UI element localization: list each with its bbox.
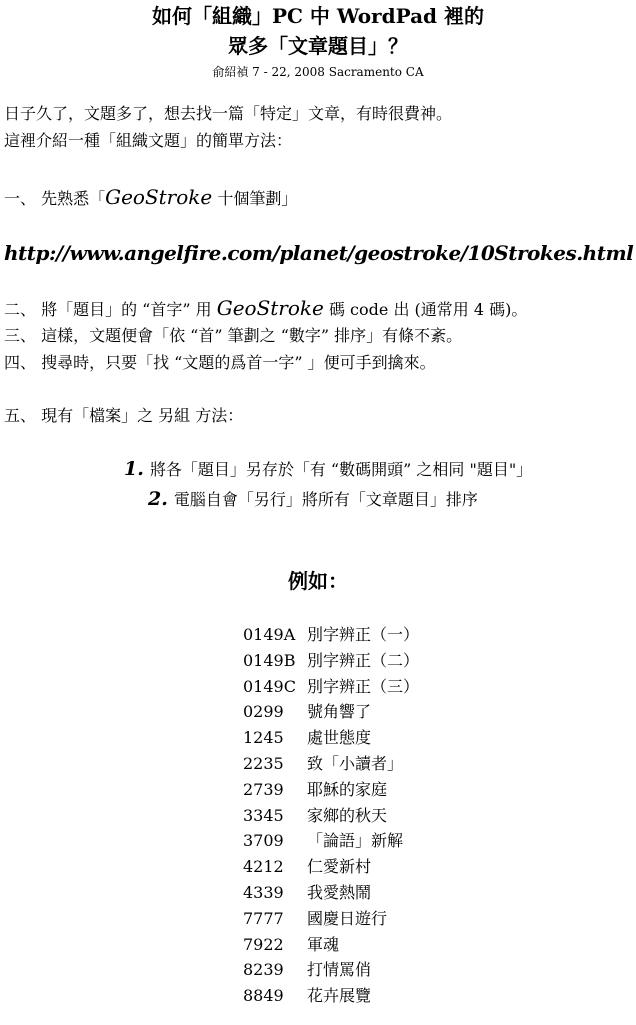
example-code: 7777 [243,908,284,928]
example-code: 8849 [243,986,284,1006]
example-title: 國慶日遊行 [307,908,388,928]
substep-1 [124,460,532,479]
intro-line-2: 這裡介紹一種「組織文題」的簡單方法： [4,131,293,150]
substep-1-text: 將各「題目」另存於「有 “數碼開頭” 之相同 "題目"」 [149,460,533,479]
example-list [243,627,419,1014]
list-item [243,882,419,911]
step-2-suffix: 碼 code 出 (通常用 4 碼)。 [323,300,528,319]
step-3: 三、 這樣，文題便會「依 “首” 筆劃之 “數字” 排序」有條不紊。 [4,326,463,345]
example-title: 仁愛新村 [307,857,372,877]
example-title: 我愛熱鬧 [307,882,372,902]
list-item [243,627,419,653]
step-2-brand: GeoStroke [216,296,324,320]
intro-line-1: 日子久了，文題多了，想去找一篇「特定」文章，有時很費神。 [4,104,453,123]
example-code: 4339 [243,882,284,902]
example-code: 3709 [243,831,284,851]
example-title: 「論語」新解 [307,831,404,851]
byline: 俞紹禎 7 - 22, 2008 Sacramento CA [212,65,424,79]
example-title: 別字辨正（二） [307,650,420,670]
list-item [243,704,419,730]
list-item [243,805,419,834]
step-5: 五、 現有「檔案」之 另組 方法： [4,406,244,425]
step-2 [4,298,527,318]
list-item [243,650,420,679]
example-title: 打情罵俏 [307,960,372,980]
example-code: 0149C [243,676,296,696]
example-heading: 例如： [288,569,348,593]
substep-2-text: 電腦自會「另行」將所有「文章題目」排序 [173,490,478,509]
step-1 [4,187,297,207]
example-title: 家鄉的秋天 [307,805,388,825]
example-code: 1245 [243,728,284,748]
example-title: 耶穌的家庭 [307,779,388,799]
geostroke-url: http://www.angelfire.com/planet/geostroke/10Strokes.html [4,241,634,265]
substep-2 [148,490,478,509]
title-line-1: 如何「組織」PC 中 WordPad 裡的 [152,4,484,28]
example-title: 別字辨正（三） [307,676,420,696]
list-item [243,833,419,859]
list-item [243,676,420,705]
list-item [243,934,419,963]
example-title: 致「小讀者」 [307,753,404,773]
substep-2-number: 2. [148,488,168,510]
example-code: 3345 [243,805,284,825]
substep-1-number: 1. [124,458,144,480]
list-item [243,988,419,1014]
list-item [243,859,419,885]
title-line-2: 眾多「文章題目」？ [228,34,408,58]
example-title: 軍魂 [307,934,340,954]
example-code: 0149B [243,650,296,670]
list-item [243,753,419,782]
step-1-prefix: 一、 先熟悉「 [4,189,106,208]
step-1-brand: GeoStroke [105,185,213,209]
example-title: 處世態度 [307,728,372,748]
example-code: 0149A [243,625,296,644]
step-1-suffix: 十個筆劃」 [212,189,298,208]
step-2-prefix: 二、 將「題目」的 “首字” 用 [4,300,217,319]
example-title: 號角響了 [307,702,372,722]
list-item [243,779,419,808]
list-item [243,962,419,988]
example-code: 8239 [243,960,284,980]
list-item [243,908,419,937]
example-code: 0299 [243,702,284,722]
example-title: 別字辨正（一） [307,625,420,644]
example-code: 2235 [243,753,284,773]
list-item [243,730,419,756]
example-code: 4212 [243,857,284,877]
step-4: 四、 搜尋時，只要「找 “文題的爲首一字” 」便可手到擒來。 [4,353,436,372]
example-code: 2739 [243,779,284,799]
example-title: 花卉展覽 [307,986,372,1006]
example-code: 7922 [243,934,284,954]
